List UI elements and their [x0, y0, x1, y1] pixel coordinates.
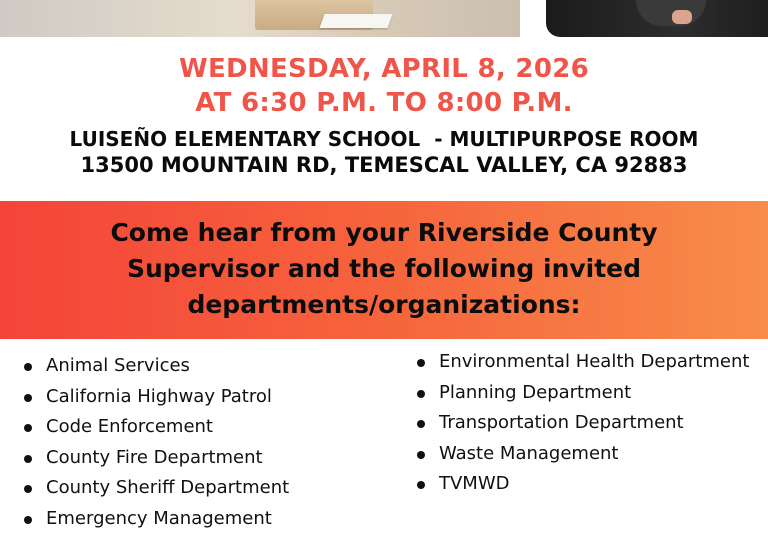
list-item	[22, 412, 382, 443]
banner-line-3: departments/organizations:	[0, 290, 768, 319]
bullet-icon	[417, 390, 425, 398]
list-item	[22, 382, 382, 413]
department-label: TVMWD	[439, 473, 510, 494]
department-label: Transportation Department	[439, 412, 684, 433]
department-label: California Highway Patrol	[46, 386, 272, 407]
bullet-icon	[24, 394, 32, 402]
list-item	[415, 439, 768, 470]
bullet-icon	[24, 485, 32, 493]
list-item	[415, 378, 768, 409]
bullet-icon	[24, 516, 32, 524]
bullet-icon	[24, 455, 32, 463]
department-label: Animal Services	[46, 355, 190, 376]
header-photo-strip	[0, 0, 768, 37]
banner-line-1: Come hear from your Riverside County	[0, 218, 768, 247]
speaker-hand	[672, 10, 692, 24]
department-label: County Fire Department	[46, 447, 263, 468]
venue-address: 13500 MOUNTAIN RD, TEMESCAL VALLEY, CA 92883	[0, 153, 768, 177]
department-label: Emergency Management	[46, 508, 272, 529]
list-item	[22, 504, 382, 534]
venue-name: LUISEÑO ELEMENTARY SCHOOL - MULTIPURPOSE ROOM	[0, 127, 768, 151]
event-time: AT 6:30 P.M. TO 8:00 P.M.	[0, 88, 768, 118]
bullet-icon	[417, 420, 425, 428]
departments-list-right	[415, 347, 768, 500]
department-label: Environmental Health Department	[439, 351, 749, 372]
departments-list-left	[22, 351, 382, 534]
list-item	[415, 408, 768, 439]
banner-line-2: Supervisor and the following invited	[0, 254, 768, 283]
list-item	[22, 473, 382, 504]
list-item	[415, 469, 768, 500]
speaker-photo	[546, 0, 768, 37]
bullet-icon	[24, 363, 32, 371]
list-item	[22, 443, 382, 474]
list-item	[415, 347, 768, 378]
department-label: Planning Department	[439, 382, 631, 403]
speaker-figure	[636, 0, 706, 26]
department-label: Code Enforcement	[46, 416, 213, 437]
bullet-icon	[417, 451, 425, 459]
department-label: Waste Management	[439, 443, 618, 464]
event-date: WEDNESDAY, APRIL 8, 2026	[0, 54, 768, 84]
list-item	[22, 351, 382, 382]
bullet-icon	[24, 424, 32, 432]
invite-banner	[0, 201, 768, 339]
podium-photo	[0, 0, 520, 37]
department-label: County Sheriff Department	[46, 477, 289, 498]
bullet-icon	[417, 359, 425, 367]
paper-shape	[319, 14, 392, 28]
bullet-icon	[417, 481, 425, 489]
